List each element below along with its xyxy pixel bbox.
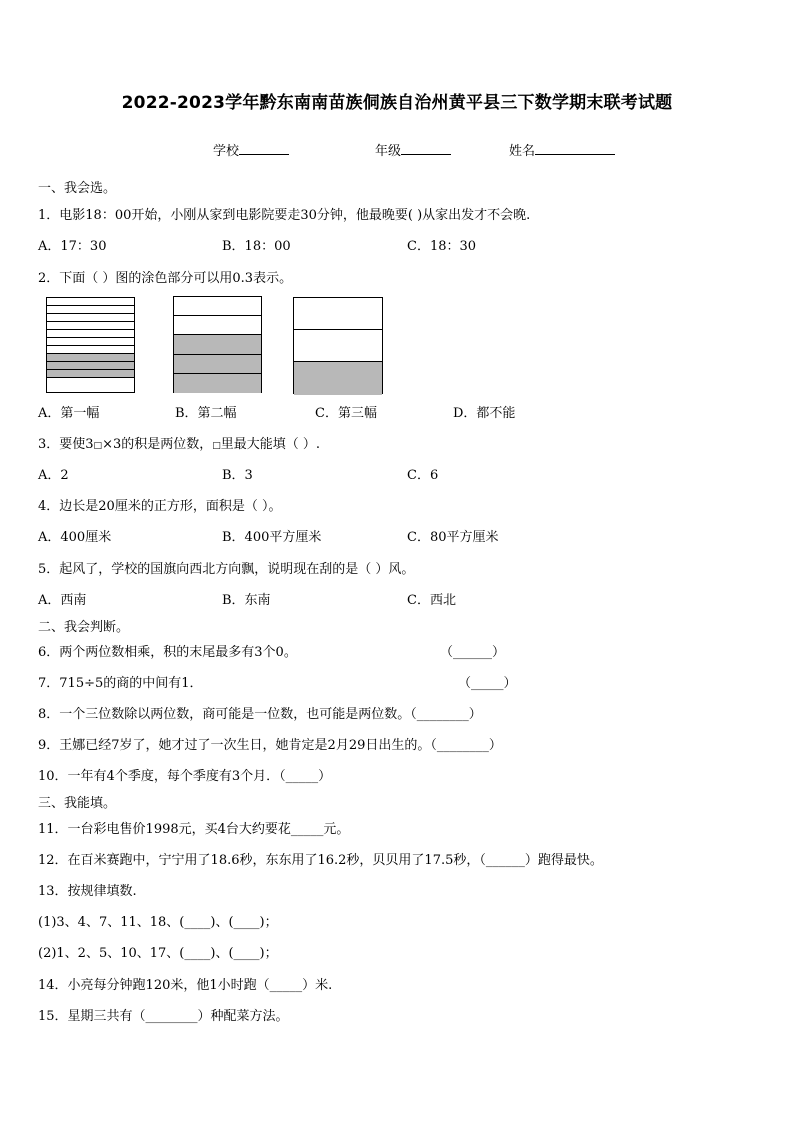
fig1-stripe bbox=[47, 298, 134, 306]
q1-option-a[interactable]: A．17：30 bbox=[38, 239, 107, 254]
fig1-stripe bbox=[47, 330, 134, 338]
q3-box-symbol: □ bbox=[93, 441, 103, 451]
name-blank[interactable] bbox=[535, 142, 615, 155]
fig2-stripe-shaded bbox=[174, 335, 261, 354]
question-10: 10．一年有4个季度，每个季度有3个月．（_____） bbox=[38, 769, 332, 784]
school-field[interactable] bbox=[213, 140, 289, 159]
question-15: 15．星期三共有（________）种配菜方法。 bbox=[38, 1009, 289, 1024]
question-11: 11．一台彩电售价1998元，买4台大约要花_____元。 bbox=[38, 822, 350, 837]
figure-1-striped-rect bbox=[46, 297, 135, 393]
page-title: 2022-2023学年黔东南南苗族侗族自治州黄平县三下数学期末联考试题 bbox=[121, 93, 673, 113]
q4-option-c[interactable]: C．80平方厘米 bbox=[407, 530, 499, 545]
figure-2-striped-rect bbox=[173, 296, 262, 393]
question-4: 4．边长是20厘米的正方形，面积是（ ）。 bbox=[38, 499, 282, 514]
fig1-stripe-shaded bbox=[47, 354, 134, 362]
q2-option-b[interactable]: B．第二幅 bbox=[175, 406, 237, 421]
fig1-stripe bbox=[47, 338, 134, 346]
fig1-stripe bbox=[47, 306, 134, 314]
fig1-stripe-shaded bbox=[47, 362, 134, 370]
fig3-stripe-shaded bbox=[294, 362, 382, 395]
q3-option-c[interactable]: C．6 bbox=[407, 468, 439, 483]
q3-option-a[interactable]: A．2 bbox=[38, 468, 69, 483]
fig2-stripe-shaded bbox=[174, 355, 261, 374]
question-13-part-1: (1)3、4、7、11、18、(____)、(____)； bbox=[38, 915, 278, 930]
fig1-stripe bbox=[47, 322, 134, 330]
question-13-part-2: (2)1、2、5、10、17、(____)、(____)； bbox=[38, 946, 278, 961]
fig1-stripe bbox=[47, 314, 134, 322]
question-13: 13．按规律填数. bbox=[38, 884, 137, 899]
fig3-stripe bbox=[294, 330, 382, 362]
q3-pre: 3．要使3 bbox=[38, 437, 94, 452]
q2-option-c[interactable]: C．第三幅 bbox=[315, 406, 377, 421]
figure-3-striped-rect bbox=[293, 297, 383, 394]
section-3-heading: 三、我能填。 bbox=[38, 796, 117, 811]
q4-option-b[interactable]: B．400平方厘米 bbox=[222, 530, 322, 545]
grade-field[interactable] bbox=[375, 140, 451, 159]
question-3 bbox=[38, 437, 320, 454]
question-5: 5．起风了，学校的国旗向西北方向飘，说明现在刮的是（ ）风。 bbox=[38, 562, 415, 577]
fig1-stripe bbox=[47, 346, 134, 354]
q1-option-b[interactable]: B．18：00 bbox=[222, 239, 291, 254]
question-1: 1．电影18：00开始，小刚从家到电影院要走30分钟，他最晚要( )从家出发才不会晚. bbox=[38, 208, 531, 223]
school-blank[interactable] bbox=[239, 142, 289, 155]
q2-option-a[interactable]: A．第一幅 bbox=[38, 406, 100, 421]
question-2: 2．下面（ ）图的涂色部分可以用0.3表示。 bbox=[38, 271, 293, 286]
fig2-stripe bbox=[174, 316, 261, 335]
q3-mid: ×3的积是两位数， bbox=[102, 437, 213, 452]
fig2-stripe-shaded bbox=[174, 374, 261, 393]
name-label: 姓名 bbox=[509, 144, 536, 159]
q3-post: 里最大能填（ ）. bbox=[220, 437, 321, 452]
q6-answer-paren[interactable]: （______） bbox=[440, 645, 506, 660]
question-6: 6．两个两位数相乘，积的末尾最多有3个0。 bbox=[38, 645, 297, 660]
section-1-heading: 一、我会选。 bbox=[38, 181, 117, 196]
fig1-stripe-shaded bbox=[47, 370, 134, 378]
q7-answer-paren[interactable]: （_____） bbox=[458, 676, 517, 691]
q5-option-c[interactable]: C．西北 bbox=[407, 593, 456, 608]
q3-box-symbol-2: □ bbox=[212, 441, 221, 451]
q5-option-a[interactable]: A．西南 bbox=[38, 593, 87, 608]
q3-option-b[interactable]: B．3 bbox=[222, 468, 253, 483]
grade-blank[interactable] bbox=[401, 142, 451, 155]
section-2-heading: 二、我会判断。 bbox=[38, 620, 130, 635]
fig3-stripe bbox=[294, 298, 382, 330]
question-7: 7．715÷5的商的中间有1． bbox=[38, 676, 203, 691]
fig2-stripe bbox=[174, 297, 261, 316]
grade-label: 年级 bbox=[375, 144, 402, 159]
q2-option-d[interactable]: D．都不能 bbox=[453, 406, 516, 421]
school-label: 学校 bbox=[213, 144, 240, 159]
question-8: 8．一个三位数除以两位数，商可能是一位数，也可能是两位数。（________） bbox=[38, 707, 482, 722]
q1-option-c[interactable]: C．18：30 bbox=[407, 239, 477, 254]
q5-option-b[interactable]: B．东南 bbox=[222, 593, 271, 608]
question-14: 14．小亮每分钟跑120米，他1小时跑（_____）米. bbox=[38, 978, 333, 993]
question-9: 9．王娜已经7岁了，她才过了一次生日，她肯定是2月29日出生的。（________） bbox=[38, 738, 502, 753]
q4-option-a[interactable]: A．400厘米 bbox=[38, 530, 112, 545]
question-12: 12．在百米赛跑中，宁宁用了18.6秒，东东用了16.2秒，贝贝用了17.5秒，（______）跑得最快。 bbox=[38, 853, 603, 868]
name-field[interactable] bbox=[509, 140, 615, 159]
